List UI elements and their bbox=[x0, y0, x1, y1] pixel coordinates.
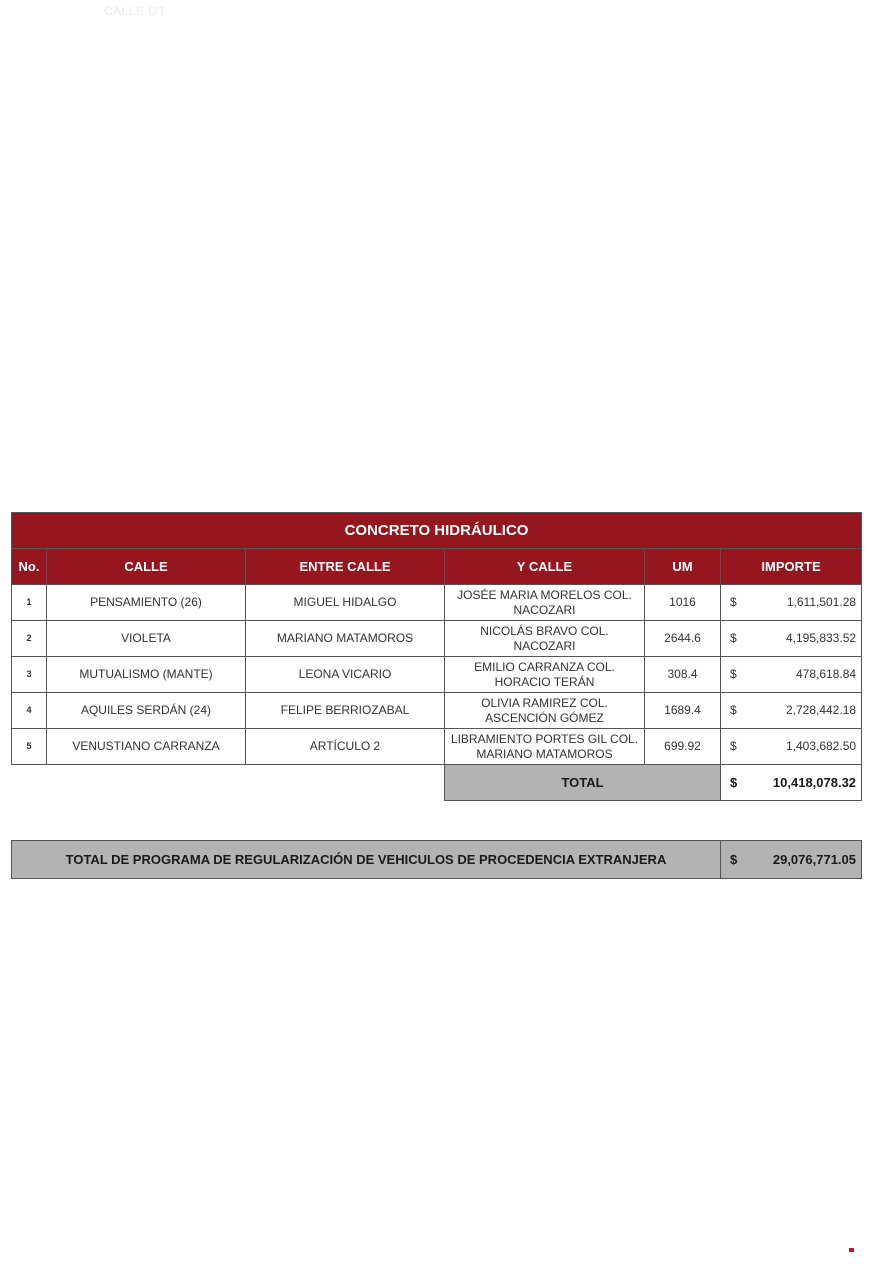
importe-cell: 1,403,682.50 bbox=[749, 729, 862, 765]
empty-space bbox=[12, 765, 445, 801]
y-calle-cell bbox=[445, 585, 645, 621]
corner-mark bbox=[849, 1248, 854, 1252]
y-calle-line-1: EMILIO CARRANZA COL. bbox=[474, 659, 615, 674]
entre-calle-cell: ARTÍCULO 2 bbox=[246, 729, 445, 765]
y-calle-line-2: MARIANO MATAMOROS bbox=[476, 746, 613, 761]
y-calle-line-1: OLIVIA RAMIREZ COL. bbox=[481, 695, 608, 710]
y-calle-line-2: NACOZARI bbox=[513, 602, 576, 617]
y-calle-cell bbox=[445, 693, 645, 729]
calle-cell: MUTUALISMO (MANTE) bbox=[47, 657, 246, 693]
table-row bbox=[12, 693, 862, 729]
table-row bbox=[12, 585, 862, 621]
column-header-entre-calle: ENTRE CALLE bbox=[246, 549, 445, 585]
total-currency: $ bbox=[721, 765, 749, 801]
total-label: TOTAL bbox=[445, 765, 721, 801]
currency-cell: $ bbox=[721, 693, 749, 729]
entre-calle-cell: FELIPE BERRIOZABAL bbox=[246, 693, 445, 729]
table-row bbox=[12, 621, 862, 657]
grand-total-row bbox=[12, 841, 862, 879]
importe-cell: 2,728,442.18 bbox=[749, 693, 862, 729]
y-calle-line-1: LIBRAMIENTO PORTES GIL COL. bbox=[450, 731, 639, 746]
table-row bbox=[12, 657, 862, 693]
y-calle-cell bbox=[445, 729, 645, 765]
total-value: 10,418,078.32 bbox=[749, 765, 862, 801]
um-cell: 2644.6 bbox=[645, 621, 721, 657]
currency-cell: $ bbox=[721, 621, 749, 657]
table-header-row bbox=[12, 549, 862, 585]
um-cell: 308.4 bbox=[645, 657, 721, 693]
um-cell: 699.92 bbox=[645, 729, 721, 765]
concreto-hidraulico-table bbox=[11, 512, 862, 801]
entre-calle-cell: MIGUEL HIDALGO bbox=[246, 585, 445, 621]
table-title-row bbox=[12, 513, 862, 549]
y-calle-line-2: ASCENCIÓN GÓMEZ bbox=[485, 710, 604, 725]
currency-cell: $ bbox=[721, 657, 749, 693]
y-calle-line-2: HORACIO TERÁN bbox=[494, 674, 595, 689]
column-header-importe: IMPORTE bbox=[721, 549, 862, 585]
calle-cell: PENSAMIENTO (26) bbox=[47, 585, 246, 621]
importe-cell: 4,195,833.52 bbox=[749, 621, 862, 657]
um-cell: 1689.4 bbox=[645, 693, 721, 729]
entre-calle-cell: MARIANO MATAMOROS bbox=[246, 621, 445, 657]
y-calle-cell bbox=[445, 657, 645, 693]
table-row bbox=[12, 729, 862, 765]
y-calle-cell bbox=[445, 621, 645, 657]
calle-cell: VIOLETA bbox=[47, 621, 246, 657]
currency-cell: $ bbox=[721, 729, 749, 765]
importe-cell: 1,611,501.28 bbox=[749, 585, 862, 621]
y-calle-line-2: NACOZARI bbox=[513, 638, 576, 653]
entre-calle-cell: LEONA VICARIO bbox=[246, 657, 445, 693]
table-title: CONCRETO HIDRÁULICO bbox=[12, 513, 862, 549]
importe-cell: 478,618.84 bbox=[749, 657, 862, 693]
calle-cell: VENUSTIANO CARRANZA bbox=[47, 729, 246, 765]
table-total-row bbox=[12, 765, 862, 801]
row-number: 2 bbox=[12, 621, 47, 657]
column-header-no: No. bbox=[12, 549, 47, 585]
column-header-calle: CALLE bbox=[47, 549, 246, 585]
column-header-um: UM bbox=[645, 549, 721, 585]
calle-cell: AQUILES SERDÁN (24) bbox=[47, 693, 246, 729]
grand-total-label: TOTAL DE PROGRAMA DE REGULARIZACIÓN DE VEHICULOS DE PROCEDENCIA EXTRANJERA bbox=[12, 841, 721, 879]
y-calle-line-1: NICOLÁS BRAVO COL. bbox=[480, 623, 609, 638]
grand-total-currency: $ bbox=[721, 841, 749, 879]
grand-total-table bbox=[11, 840, 862, 879]
um-cell: 1016 bbox=[645, 585, 721, 621]
row-number: 4 bbox=[12, 693, 47, 729]
row-number: 3 bbox=[12, 657, 47, 693]
faded-header-text: CALLE OT bbox=[104, 4, 167, 18]
row-number: 5 bbox=[12, 729, 47, 765]
column-header-y-calle: Y CALLE bbox=[445, 549, 645, 585]
row-number: 1 bbox=[12, 585, 47, 621]
currency-cell: $ bbox=[721, 585, 749, 621]
y-calle-line-1: JOSÉE MARIA MORELOS COL. bbox=[457, 587, 632, 602]
grand-total-value: 29,076,771.05 bbox=[749, 841, 862, 879]
